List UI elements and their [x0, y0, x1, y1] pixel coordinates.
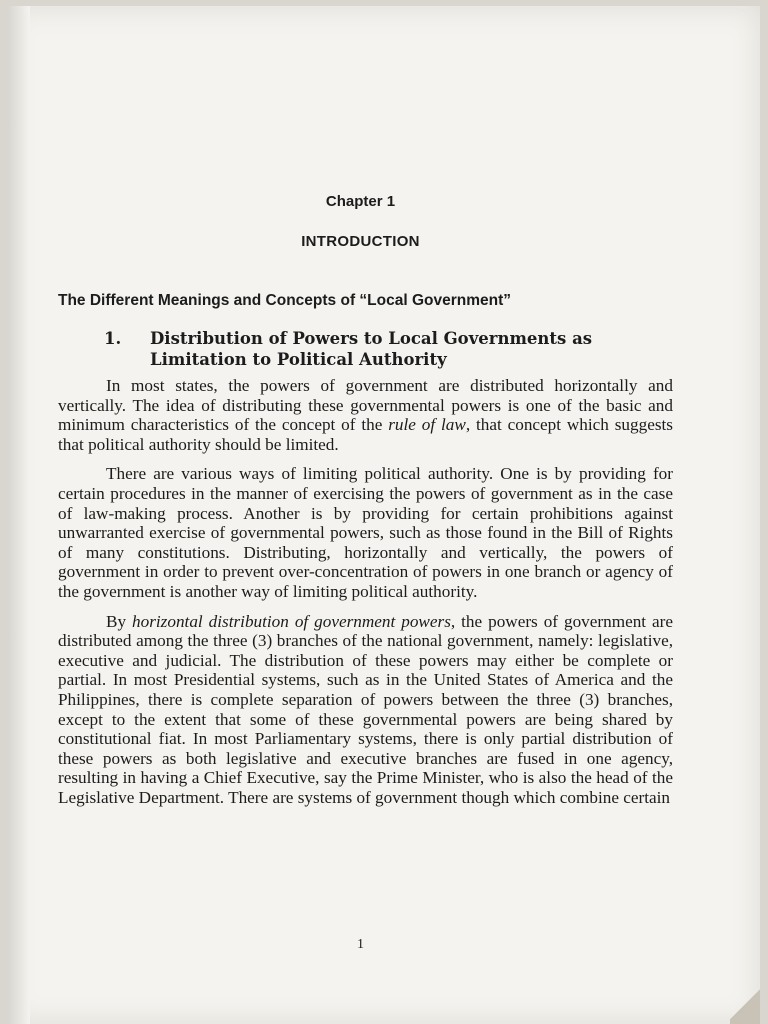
- body-paragraph-2: [58, 464, 673, 601]
- italic-term: rule of law: [388, 415, 466, 435]
- paragraph-text: , the powers of government are distributed among the three (3) branches of the national government, namely: legislative, executive and judicial. The distribution of these powers may either be complete or partial. In most Presidential systems, such as in the United States of America and the Philippines, there is complete separation of powers between the three (3) branches, except to the extent that some of these governmental powers are being shared by constitutional fiat. In most Parliamentary systems, there is only partial distribution of these powers as both legislative and executive branches are fused in one agency, resulting in having a Chief Executive, say the Prime Minister, who is also the head of the Legislative Department. There are systems of government though which combine certain: [58, 611, 674, 807]
- chapter-title: INTRODUCTION: [301, 233, 420, 250]
- paragraph-text: , that concept which suggests that political authority should be limited.: [58, 415, 673, 454]
- page-number: 1: [357, 937, 364, 952]
- subsection-title: Distribution of Powers to Local Governments as Limitation to Political Authority: [150, 329, 593, 369]
- book-page: [8, 6, 760, 1024]
- paragraph-text: By: [106, 611, 133, 631]
- chapter-number: Chapter 1: [325, 193, 396, 210]
- paragraph-text: In most states, the powers of government are distributed horizontally and vertically. The idea of distributing these governmental powers is one of the basic and minimum characteristics of the concept of the: [58, 376, 673, 435]
- subsection-heading: [104, 328, 674, 370]
- page-corner-edge: [730, 984, 760, 1024]
- paragraph-text: There are various ways of limiting political authority. One is by providing for certain procedures in the manner of exercising the powers of government as in the case of law-making process. Another is by providing for certain prohibitions against unwarranted exercise of governmental powers, such as those found in the Bill of Rights of many constitutions. Distributing, horizontally and vertically, the powers of government in order to prevent over-concentration of powers in one branch or agency of the government is another way of limiting political authority.: [58, 464, 673, 601]
- body-paragraph-3: [58, 612, 673, 808]
- italic-term: horizontal distribution of government powers: [132, 611, 451, 631]
- body-text: [58, 376, 673, 817]
- subsection-number: 1.: [104, 329, 122, 348]
- section-heading: The Different Meanings and Concepts of “Local Government”: [58, 292, 511, 309]
- page-gutter-shadow: [8, 6, 30, 1024]
- body-paragraph-1: [58, 376, 673, 454]
